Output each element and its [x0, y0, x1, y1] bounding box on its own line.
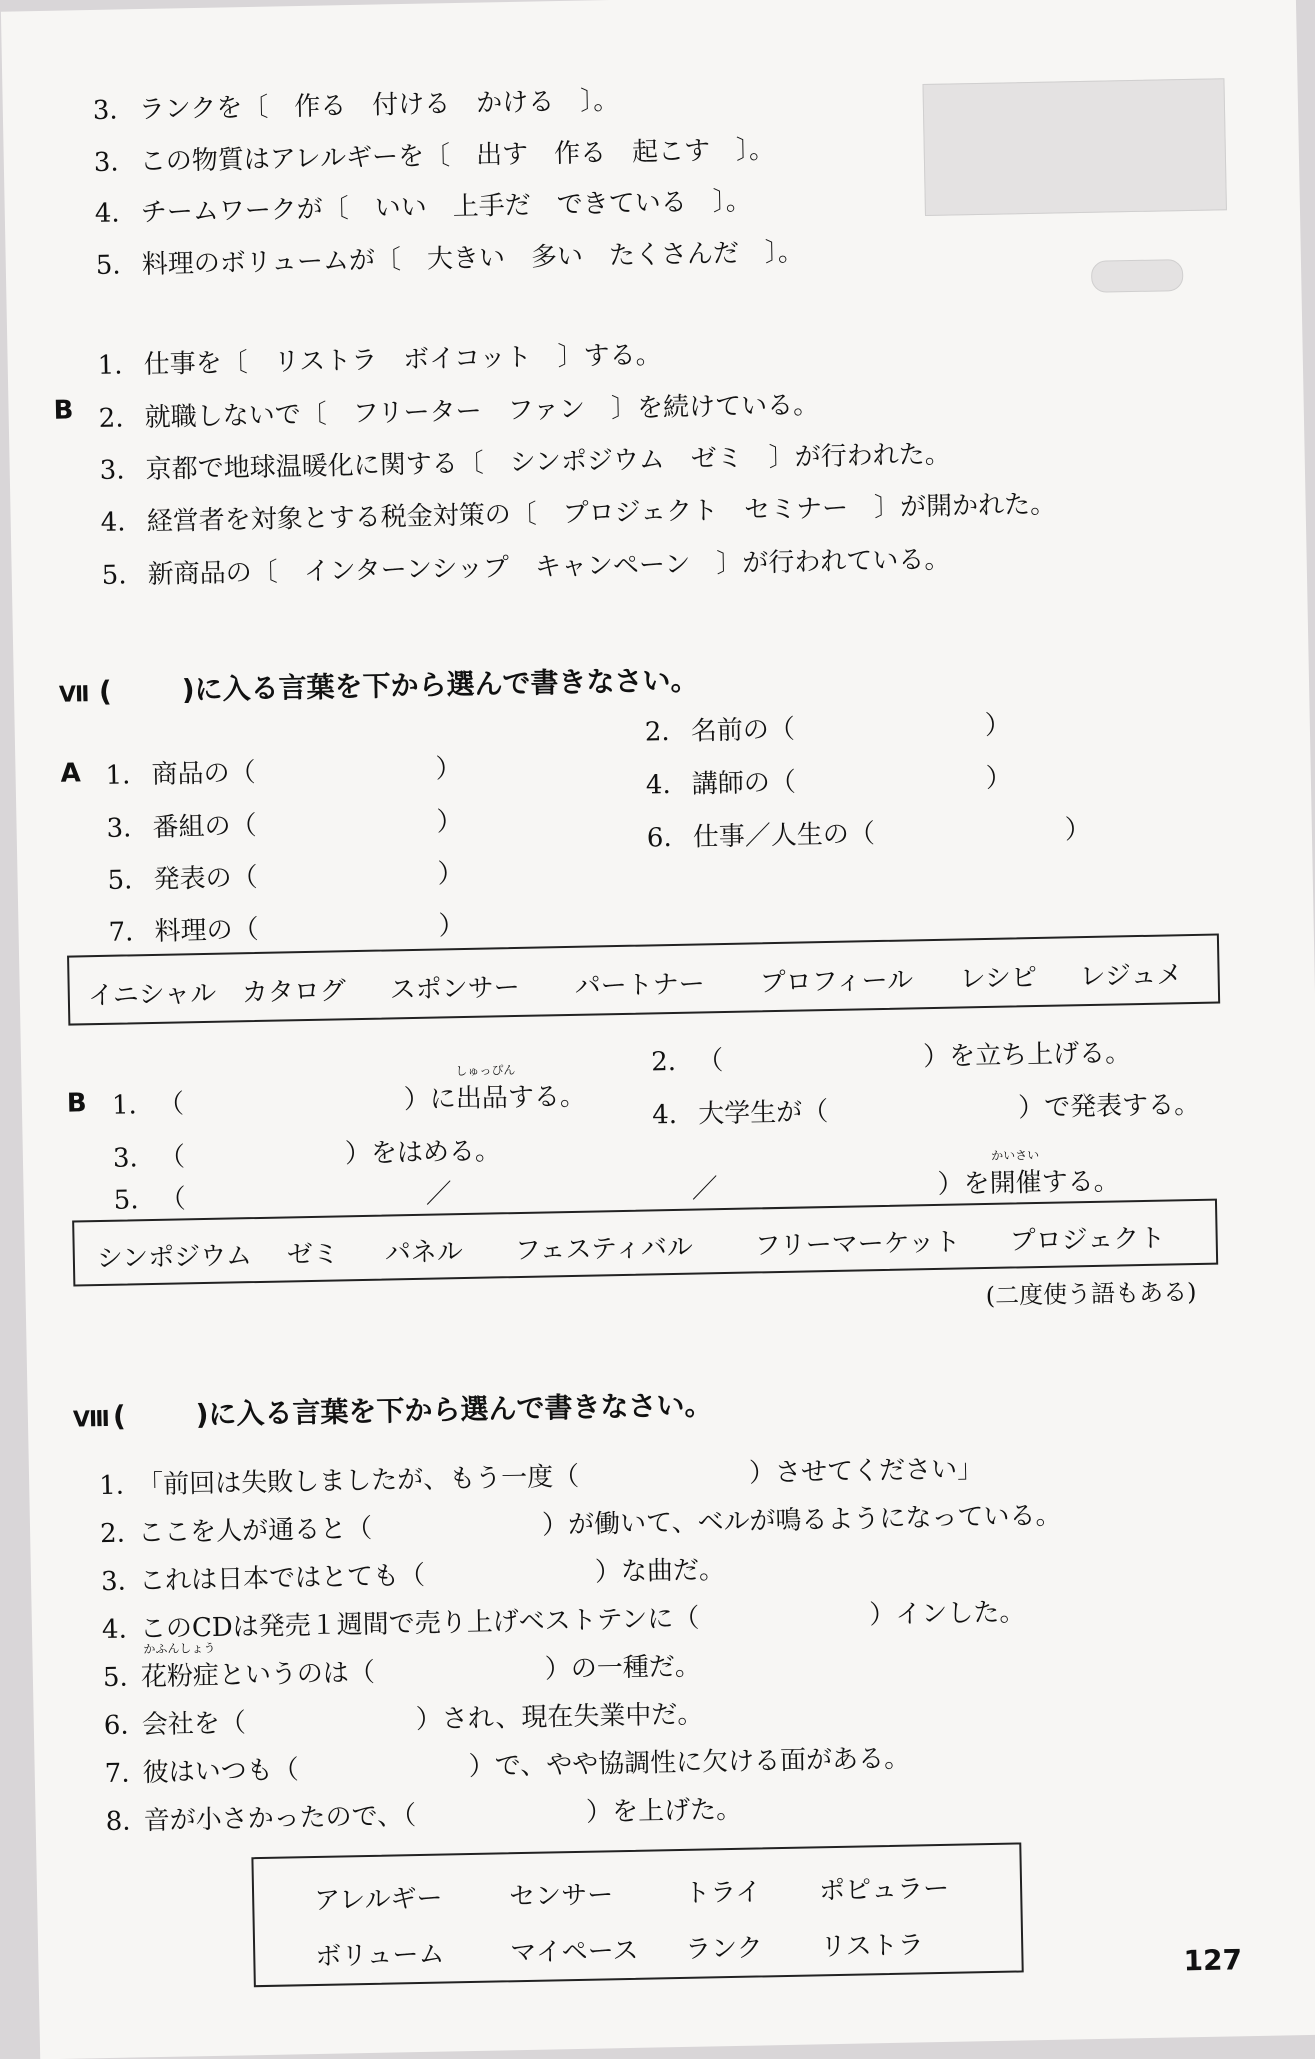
word-choice: フリーマーケット [754, 1227, 961, 1262]
word-choice: ポピュラー [818, 1873, 950, 1907]
list-item: 6. 仕事／人生の（ ） [646, 814, 1092, 854]
section-letter: B [53, 395, 74, 426]
word-choice: イニシャル [87, 978, 217, 1012]
word-choice: アレルギー [313, 1883, 443, 1917]
list-item: 2. 名前の（ ） [644, 710, 1012, 748]
list-item: 5. 花粉症 かふんしょう というのは（ ）の一種だ。 [102, 1640, 702, 1694]
bleed-through-box [922, 78, 1226, 216]
list-item: 5. 発表の（ ） [107, 858, 464, 896]
list-item: 4. 講師の（ ） [645, 763, 1013, 801]
list-item: 2. ここを人が通ると（ ）が働いて、ベルが鳴るようになっている。 [99, 1500, 1062, 1550]
word-choice: レジュメ [1079, 960, 1183, 993]
word-choice: プロジェクト [1009, 1223, 1166, 1257]
list-item: 4. 経営者を対象とする税金対策の〔 プロジェクト セミナー 〕が開かれた。 [100, 489, 1057, 538]
list-item: 5. 料理のボリュームが〔 大きい 多い たくさんだ 〕。 [95, 237, 805, 281]
list-item: 1. 仕事を〔 リストラ ボイコット 〕する。 [97, 340, 662, 381]
word-box-note: (二度使う語もある) [985, 1277, 1197, 1311]
word-choice: パネル [384, 1237, 464, 1269]
page-number: 127 [1183, 1943, 1243, 1978]
bleed-through-badge [1091, 259, 1184, 293]
word-choice: センサー [508, 1880, 614, 1913]
section-heading-8: Ⅷ( )に入る言葉を下から選んで書きなさい。 [72, 1388, 713, 1433]
list-item: 1. 商品の（ ） [105, 754, 462, 791]
list-item: 3. 京都で地球温暖化に関する〔 シンポジウム ゼミ 〕が行われた。 [99, 439, 951, 486]
ruby-word: 花粉症 かふんしょう [140, 1640, 220, 1693]
list-item: 5. 新商品の〔 インターンシップ キャンペーン 〕が行われている。 [101, 544, 951, 591]
list-item: 3. （ ）をはめる。 [112, 1136, 502, 1174]
list-item: 3. これは日本ではとても（ ）な曲だ。 [100, 1555, 726, 1598]
textbook-page [1, 0, 1315, 2059]
word-choice: レシピ [959, 962, 1038, 995]
word-choice: ボリューム [315, 1939, 445, 1973]
word-choice: プロフィール [759, 965, 914, 999]
list-item: 8. 音が小さかったので、（ ）を上げた。 [105, 1794, 743, 1838]
word-choice: ゼミ [286, 1239, 340, 1271]
word-choice: シンポジウム [96, 1241, 253, 1275]
ruby-word: 開催 かいさい [989, 1147, 1042, 1199]
list-item: 2. 就職しないで〔 フリーター ファン 〕を続けている。 [98, 390, 820, 434]
list-item: 1. 「前回は失敗しましたが、もう一度（ ）させてください」 [98, 1454, 984, 1502]
list-item: 4. このCDは発売１週間で売り上げベストテンに（ ）インした。 [101, 1597, 1026, 1646]
section-letter: A [60, 758, 81, 789]
word-choice: トライ [683, 1877, 762, 1909]
list-item: 5. （ ／ ／ ）を開催 かいさい する。 [113, 1147, 1120, 1216]
word-choice: ランク [684, 1933, 764, 1965]
ruby-word: 出品 しゅっぴん [455, 1063, 516, 1115]
word-choice: フェスティバル [514, 1232, 694, 1267]
list-item: 7. 料理の（ ） [108, 910, 465, 948]
list-item: 3. ランクを〔 作る 付ける かける 〕。 [92, 85, 620, 126]
list-item: 1. （ ）に出品 しゅっぴん する。 [111, 1063, 587, 1121]
list-item: 4. チームワークが〔 いい 上手だ できている 〕。 [94, 186, 752, 229]
list-item: 4. 大学生が（ ）で発表する。 [651, 1089, 1201, 1131]
section-letter: B [66, 1088, 88, 1119]
word-choice: カタログ [241, 976, 347, 1009]
section-heading-7: Ⅶ ( )に入る言葉を下から選んで書きなさい。 [58, 663, 699, 708]
word-choice: パートナー [574, 969, 706, 1002]
word-box-7a [67, 933, 1220, 1025]
word-choice: マイペース [509, 1935, 639, 1969]
word-choice: リストラ [819, 1930, 924, 1963]
word-choice: スポンサー [389, 972, 521, 1006]
list-item: 3. この物質はアレルギーを〔 出す 作る 起こす 〕。 [93, 134, 776, 178]
list-item: 6. 会社を（ ）され、現在失業中だ。 [103, 1699, 704, 1742]
list-item: 7. 彼はいつも（ ）で、やや協調性に欠ける面がある。 [104, 1743, 911, 1790]
word-box-8 [251, 1842, 1023, 1987]
list-item: 3. 番組の（ ） [106, 806, 463, 844]
list-item: 2. （ ）を立ち上げる。 [650, 1038, 1132, 1078]
